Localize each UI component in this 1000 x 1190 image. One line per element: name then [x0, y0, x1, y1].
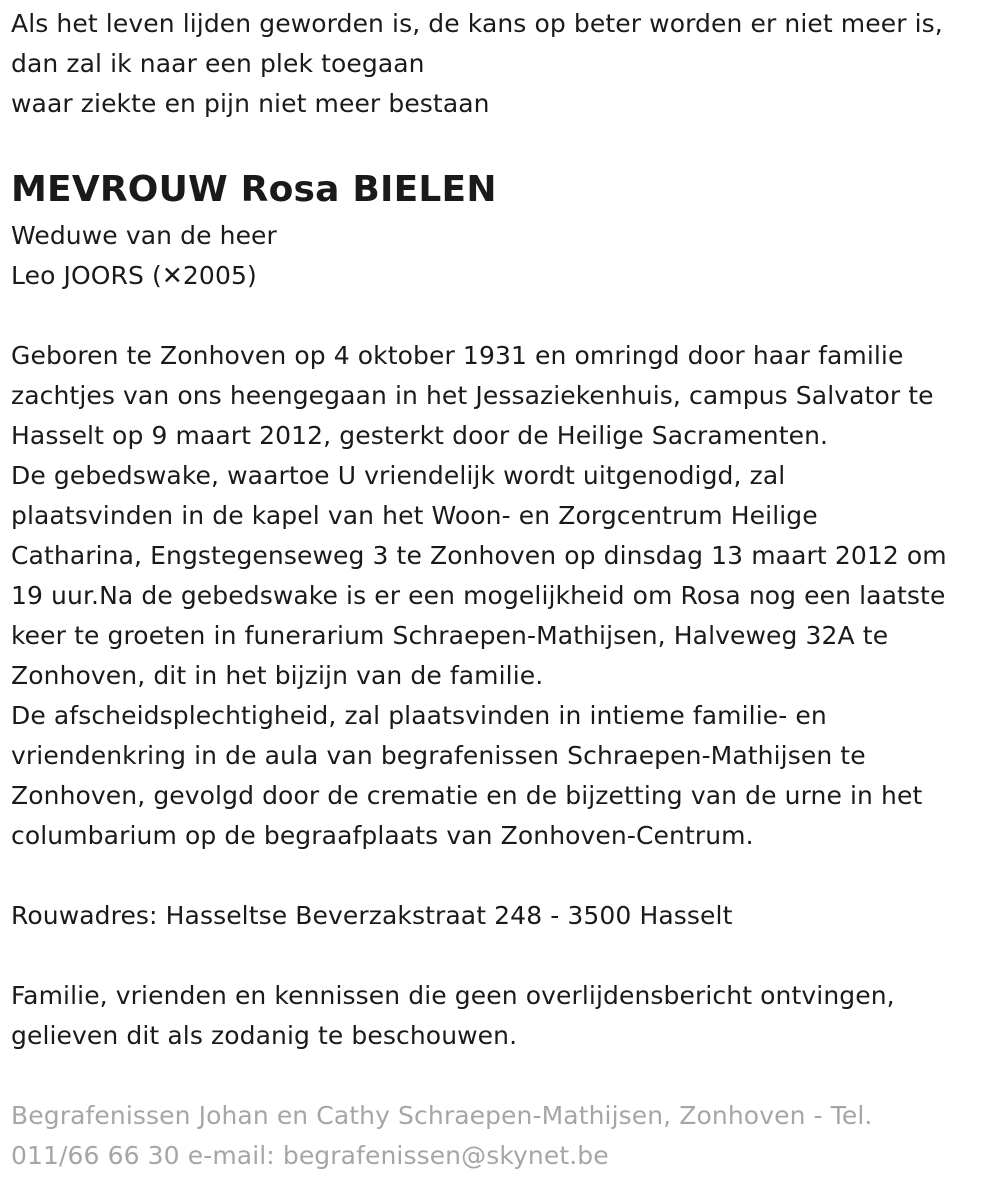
spacer — [11, 856, 990, 896]
announcement-line: Hasselt op 9 maart 2012, gesterkt door de Heilige Sacramenten. — [11, 421, 829, 450]
spacer — [11, 936, 990, 976]
verse-line: Als het leven lijden geworden is, de kans op beter worden er niet meer is, — [11, 9, 943, 38]
footer-line: 011/66 66 30 e-mail: begrafenissen@skynet.be — [11, 1141, 609, 1170]
announcement-line: Zonhoven, dit in het bijzijn van de familie. — [11, 661, 544, 690]
announcement-line: plaatsvinden in de kapel van het Woon- en Zorgcentrum Heilige — [11, 501, 818, 530]
announcement-text — [11, 336, 990, 856]
announcement-line: columbarium op de begraafplaats van Zonhoven-Centrum. — [11, 821, 754, 850]
spacer — [11, 124, 990, 164]
notice-line: gelieven dit als zodanig te beschouwen. — [11, 1021, 518, 1050]
notice-text — [11, 976, 990, 1056]
announcement-line: De afscheidsplechtigheid, zal plaatsvinden in intieme familie- en — [11, 701, 827, 730]
spouse-text: Leo JOORS (✕2005) — [11, 261, 257, 290]
notice-line: Familie, vrienden en kennissen die geen overlijdensbericht ontvingen, — [11, 981, 895, 1010]
spacer — [11, 296, 990, 336]
announcement-line: zachtjes van ons heengegaan in het Jessaziekenhuis, campus Salvator te — [11, 381, 934, 410]
verse-line: waar ziekte en pijn niet meer bestaan — [11, 89, 490, 118]
relation-text: Weduwe van de heer — [11, 221, 277, 250]
announcement-line: Catharina, Engstegenseweg 3 te Zonhoven op dinsdag 13 maart 2012 om — [11, 541, 947, 570]
announcement-line: 19 uur.Na de gebedswake is er een mogelijkheid om Rosa nog een laatste — [11, 581, 946, 610]
announcement-line: Zonhoven, gevolgd door de crematie en de bijzetting van de urne in het — [11, 781, 923, 810]
verse — [11, 4, 990, 124]
verse-line: dan zal ik naar een plek toegaan — [11, 49, 425, 78]
footer-line: Begrafenissen Johan en Cathy Schraepen-Mathijsen, Zonhoven - Tel. — [11, 1101, 873, 1130]
spacer — [11, 1056, 990, 1096]
deceased-block — [11, 166, 990, 296]
announcement-line: keer te groeten in funerarium Schraepen-Mathijsen, Halveweg 32A te — [11, 621, 889, 650]
funeral-home-footer — [11, 1096, 990, 1176]
announcement-line: vriendenkring in de aula van begrafenissen Schraepen-Mathijsen te — [11, 741, 866, 770]
mourning-address: Rouwadres: Hasseltse Beverzakstraat 248 - 3500 Hasselt — [11, 901, 733, 930]
announcement-line: De gebedswake, waartoe U vriendelijk wordt uitgenodigd, zal — [11, 461, 786, 490]
announcement-line: Geboren te Zonhoven op 4 oktober 1931 en omringd door haar familie — [11, 341, 904, 370]
deceased-name: MEVROUW Rosa BIELEN — [11, 169, 497, 210]
